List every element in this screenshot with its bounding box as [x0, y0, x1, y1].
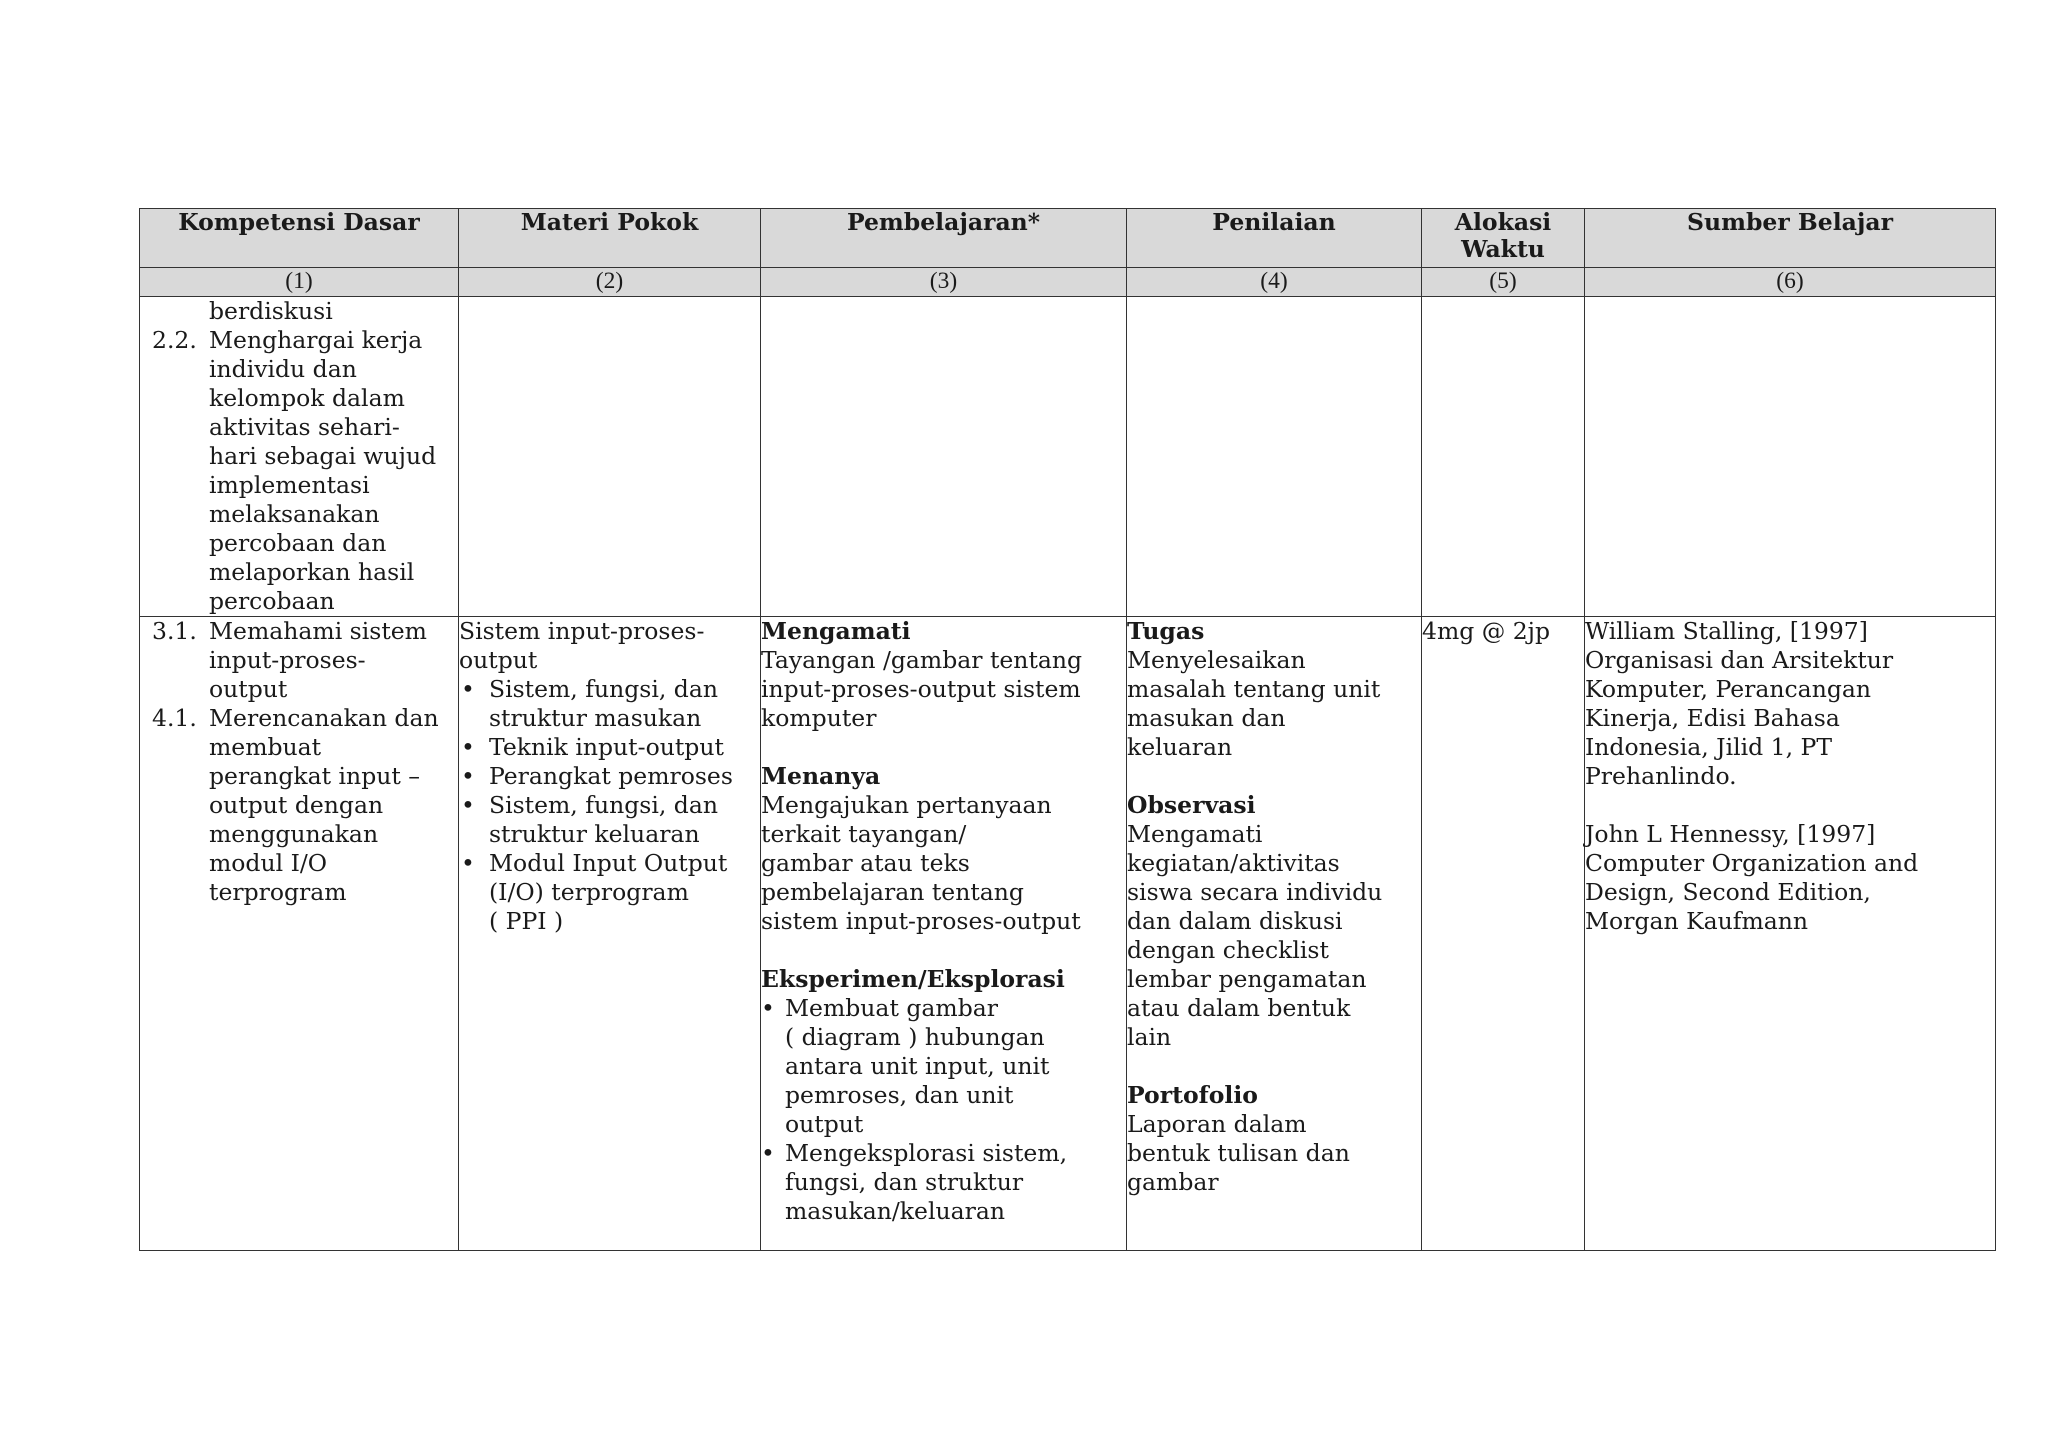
kd-continuation [140, 297, 458, 326]
text-line: pembelajaran tentang [761, 878, 1024, 906]
bullet-line: pemroses, dan unit [785, 1081, 1014, 1109]
bullet-line: • Sistem, fungsi, dan [489, 791, 718, 819]
column-number: (3) [761, 268, 1127, 297]
kd-line: Menghargai kerja [209, 326, 423, 354]
kd-item [140, 704, 458, 907]
text-line: Design, Second Edition, [1585, 878, 1871, 906]
eksperimen-title: Eksperimen/Eksplorasi [761, 965, 1065, 993]
text-line: Morgan Kaufmann [1585, 907, 1809, 935]
text-line: Laporan dalam [1127, 1110, 1307, 1138]
bullet-line: • Teknik input-output [489, 733, 724, 761]
list-item [459, 675, 760, 733]
observasi-title: Observasi [1127, 791, 1256, 819]
mengamati-title: Mengamati [761, 617, 911, 645]
header-pembelajaran: Pembelajaran* [761, 209, 1127, 268]
table-row [140, 617, 1996, 1251]
kd-line: hari sebagai wujud [209, 442, 437, 470]
kd-item [140, 617, 458, 704]
text-line: Indonesia, Jilid 1, PT [1585, 733, 1833, 761]
text-line: sistem input-proses-output [761, 907, 1081, 935]
kd-line: percobaan [209, 587, 335, 615]
kd-item [140, 326, 458, 616]
materi-bullet-list [459, 675, 760, 936]
kd-line: melaksanakan [209, 500, 380, 528]
bullet-line: fungsi, dan struktur [785, 1168, 1024, 1196]
eksperimen-section [761, 965, 1126, 1226]
text-line: kegiatan/aktivitas [1127, 849, 1340, 877]
list-item [459, 791, 760, 849]
text-line: Menyelesaikan [1127, 646, 1306, 674]
text-line: input-proses-output sistem [761, 675, 1081, 703]
tugas-section [1127, 617, 1421, 762]
text-line: masukan dan [1127, 704, 1286, 732]
bullet-line: ( diagram ) hubungan [785, 1023, 1045, 1051]
kd-line: percobaan dan [209, 529, 387, 557]
bullet-line: struktur masukan [489, 704, 702, 732]
source-entry [1585, 820, 1995, 936]
materi-intro-line: Sistem input-proses- [459, 617, 705, 645]
text-line: gambar [1127, 1168, 1219, 1196]
kd-line: Merencanakan dan [209, 704, 439, 732]
menanya-section [761, 762, 1126, 936]
text-line: Kinerja, Edisi Bahasa [1585, 704, 1840, 732]
header-kompetensi-dasar: Kompetensi Dasar [140, 209, 459, 268]
text-line: Mengamati [1127, 820, 1263, 848]
text-line: dengan checklist [1127, 936, 1329, 964]
text-line: terkait tayangan/ [761, 820, 967, 848]
column-number: (6) [1585, 268, 1996, 297]
kd-line: menggunakan [209, 820, 379, 848]
empty-cell [1422, 297, 1585, 617]
bullet-line: • Perangkat pemroses [489, 762, 733, 790]
text-line: John L Hennessy, [1997] [1585, 820, 1876, 848]
kd-line: melaporkan hasil [209, 558, 415, 586]
portofolio-title: Portofolio [1127, 1081, 1258, 1109]
source-entry [1585, 617, 1995, 791]
bullet-line: • Sistem, fungsi, dan [489, 675, 718, 703]
column-number: (5) [1422, 268, 1585, 297]
header-alokasi-line1: Alokasi [1454, 208, 1552, 236]
text-line: masalah tentang unit [1127, 675, 1381, 703]
kd-line: terprogram [209, 878, 347, 906]
kd-number: 4.1. [152, 704, 197, 732]
bullet-line: (I/O) terprogram [489, 878, 689, 906]
empty-cell [1585, 297, 1996, 617]
alokasi-waktu-cell [1422, 617, 1585, 1251]
text-line: dan dalam diskusi [1127, 907, 1343, 935]
header-alokasi-waktu [1422, 209, 1585, 268]
text-line: Tayangan /gambar tentang [761, 646, 1083, 674]
bullet-line: ( PPI ) [489, 907, 564, 935]
empty-cell [459, 297, 761, 617]
bullet-line: • Modul Input Output [489, 849, 728, 877]
kd-line: individu dan [209, 355, 357, 383]
kd-line: Memahami sistem [209, 617, 427, 645]
column-number: (2) [459, 268, 761, 297]
kd-line: perangkat input – [209, 762, 421, 790]
tugas-title: Tugas [1127, 617, 1205, 645]
column-number: (1) [140, 268, 459, 297]
header-penilaian: Penilaian [1127, 209, 1422, 268]
kd-line: input-proses- [209, 646, 366, 674]
text-line: William Stalling, [1997] [1585, 617, 1868, 645]
bullet-line: antara unit input, unit [785, 1052, 1050, 1080]
materi-pokok-cell [459, 617, 761, 1251]
text-line: lembar pengamatan [1127, 965, 1367, 993]
text-line: keluaran [1127, 733, 1233, 761]
header-alokasi-line2: Waktu [1461, 235, 1545, 263]
text-line: lain [1127, 1023, 1172, 1051]
list-item [761, 1139, 1126, 1226]
kd-line: output dengan [209, 791, 384, 819]
kd-cell [140, 297, 459, 617]
text-line: komputer [761, 704, 877, 732]
bullet-line: • Mengeksplorasi sistem, [785, 1139, 1068, 1167]
text-line: Mengajukan pertanyaan [761, 791, 1052, 819]
header-row [140, 209, 1996, 268]
materi-intro-line: output [459, 646, 538, 674]
text-line: Computer Organization and [1585, 849, 1919, 877]
column-number-row [140, 268, 1996, 297]
kd-line: kelompok dalam [209, 384, 405, 412]
observasi-section [1127, 791, 1421, 1052]
kd-number: 3.1. [152, 617, 197, 645]
table-row [140, 297, 1996, 617]
sumber-belajar-cell [1585, 617, 1996, 1251]
kd-number: 2.2. [152, 326, 197, 354]
column-number: (4) [1127, 268, 1422, 297]
header-sumber-belajar: Sumber Belajar [1585, 209, 1996, 268]
pembelajaran-cell [761, 617, 1127, 1251]
kd-line: output [209, 675, 288, 703]
list-item [459, 849, 760, 936]
kd-cell [140, 617, 459, 1251]
header-materi-pokok: Materi Pokok [459, 209, 761, 268]
menanya-title: Menanya [761, 762, 881, 790]
bullet-line: • Membuat gambar [785, 994, 998, 1022]
text-line: Komputer, Perancangan [1585, 675, 1872, 703]
kd-line: berdiskusi [209, 297, 333, 325]
empty-cell [761, 297, 1127, 617]
empty-cell [1127, 297, 1422, 617]
text-line: gambar atau teks [761, 849, 970, 877]
kd-line: implementasi [209, 471, 370, 499]
bullet-line: masukan/keluaran [785, 1197, 1005, 1225]
list-item [459, 733, 760, 762]
bullet-line: struktur keluaran [489, 820, 700, 848]
text-line: bentuk tulisan dan [1127, 1139, 1350, 1167]
text-line: Organisasi dan Arsitektur [1585, 646, 1894, 674]
list-item [459, 762, 760, 791]
kd-line: aktivitas sehari- [209, 413, 400, 441]
alokasi-value: 4mg @ 2jp [1422, 617, 1550, 645]
portofolio-section [1127, 1081, 1421, 1197]
list-item [761, 994, 1126, 1139]
bullet-line: output [785, 1110, 864, 1138]
kd-line: membuat [209, 733, 322, 761]
text-line: siswa secara individu [1127, 878, 1383, 906]
penilaian-cell [1127, 617, 1422, 1251]
text-line: Prehanlindo. [1585, 762, 1737, 790]
kd-line: modul I/O [209, 849, 328, 877]
mengamati-section [761, 617, 1126, 733]
text-line: atau dalam bentuk [1127, 994, 1351, 1022]
syllabus-table [139, 208, 1996, 1251]
eksperimen-bullet-list [761, 994, 1126, 1226]
